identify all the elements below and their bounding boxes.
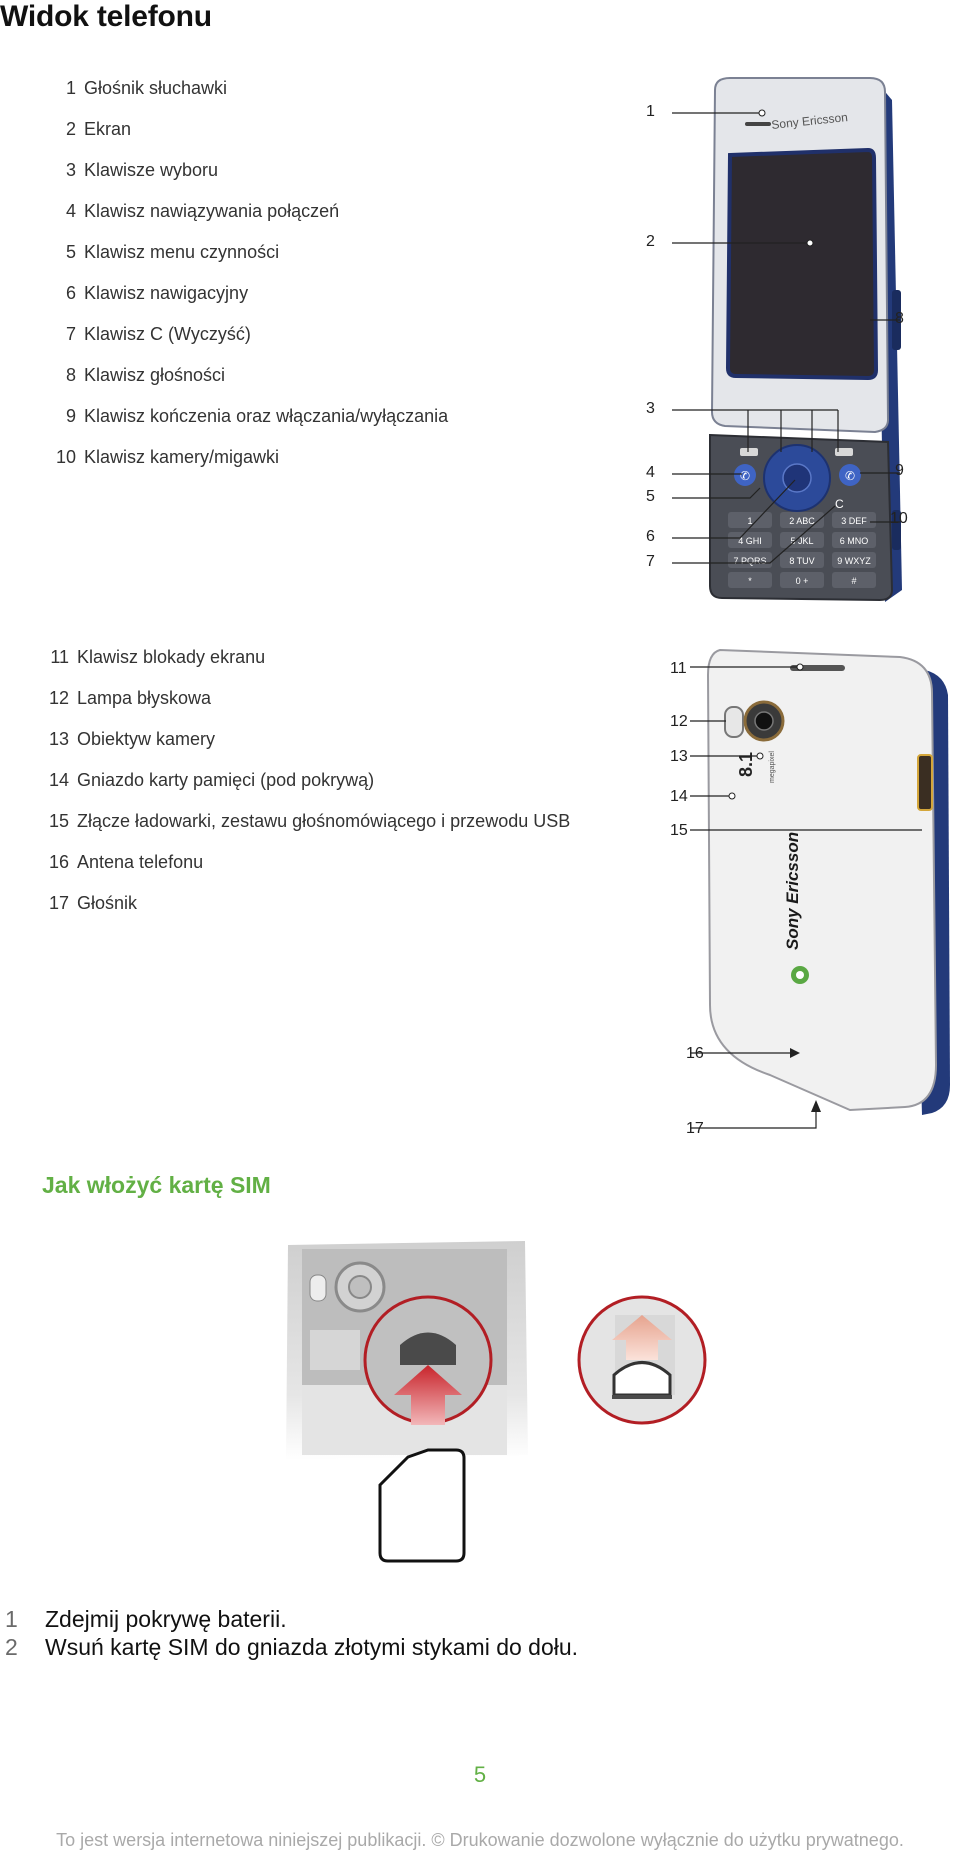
legend-number: 9 — [65, 406, 76, 426]
legend-number: 14 — [48, 770, 69, 790]
step-item — [0, 1633, 578, 1661]
legend-label: Złącze ładowarki, zestawu głośnomówiącego i przewodu USB — [77, 811, 571, 831]
callout-label: 12 — [670, 713, 688, 730]
keypad-key-label: 0 + — [795, 576, 809, 586]
legend-item — [0, 719, 620, 760]
front-callout-lines — [660, 70, 960, 590]
callout-line — [672, 410, 838, 452]
callout-label: 11 — [670, 660, 687, 677]
callout-label: 5 — [646, 488, 655, 505]
legend-item — [0, 191, 620, 232]
legend-number: 7 — [65, 324, 76, 344]
legend-item — [0, 109, 620, 150]
callout-label: 16 — [686, 1045, 704, 1062]
keypad-key-label: 6 MNO — [839, 536, 869, 546]
legend-number: 2 — [65, 119, 76, 139]
callout-label: 9 — [895, 462, 904, 479]
callout-line — [690, 1110, 816, 1128]
step-number: 1 — [5, 1606, 18, 1632]
legend-label: Obiektyw kamery — [77, 729, 216, 749]
footer-note: To jest wersja internetowa niniejszej publikacji. © Drukowanie dozwolone wyłącznie do użytku prywatnego. — [56, 1830, 904, 1850]
callout-label: 8 — [895, 310, 904, 327]
camera-badge-unit: megapixel — [769, 751, 776, 783]
callout-label: 2 — [646, 233, 655, 250]
legend-number: 6 — [65, 283, 76, 303]
step-number: 2 — [5, 1634, 18, 1660]
sim-in-slot — [614, 1363, 670, 1396]
end-key-glyph: ✆ — [844, 469, 856, 483]
sim-card — [380, 1450, 464, 1561]
callout-label: 1 — [646, 103, 655, 120]
legend-number: 10 — [55, 447, 76, 467]
legend-number: 16 — [48, 852, 69, 872]
legend-label: Głośnik — [77, 893, 138, 913]
flash-outline — [310, 1275, 326, 1301]
keypad-key-label: * — [748, 576, 752, 586]
callout-dot — [797, 664, 803, 670]
internal-block — [310, 1330, 360, 1370]
legend-number: 1 — [65, 78, 76, 98]
legend-item — [0, 355, 620, 396]
callout-dot — [759, 110, 765, 116]
legend-label: Klawisz nawiązywania połączeń — [84, 201, 340, 221]
callout-label: 6 — [646, 528, 655, 545]
legend-label: Gniazdo karty pamięci (pod pokrywą) — [77, 770, 375, 790]
back-callout-lines — [690, 660, 960, 1140]
legend-label: Klawisz kończenia oraz włączania/wyłączania — [84, 406, 449, 426]
legend-number: 4 — [65, 201, 76, 221]
legend-item — [0, 273, 620, 314]
step-item — [0, 1605, 578, 1633]
legend-item — [0, 396, 620, 437]
callout-label: 7 — [646, 553, 655, 570]
front-parts-legend — [0, 68, 620, 478]
legend-item — [0, 637, 620, 678]
callout-line — [672, 506, 835, 563]
callout-label: 10 — [890, 510, 908, 527]
legend-item — [0, 314, 620, 355]
back-brand-label: Sony Ericsson — [783, 831, 802, 950]
callout-label: 3 — [646, 400, 655, 417]
legend-label: Klawisz menu czynności — [84, 242, 280, 262]
arrow-head — [790, 1048, 800, 1058]
callout-label: 4 — [646, 464, 655, 481]
callout-line — [672, 480, 795, 538]
legend-number: 15 — [48, 811, 69, 831]
call-key-glyph: ✆ — [739, 469, 751, 483]
legend-label: Klawisz blokady ekranu — [77, 647, 266, 667]
keypad-key-label: 7 PQRS — [733, 556, 767, 566]
lens-outline-inner — [349, 1276, 371, 1298]
callout-dot — [757, 753, 763, 759]
legend-label: Klawisze wyboru — [84, 160, 219, 180]
keypad-key-label: 8 TUV — [789, 556, 815, 566]
legend-number: 5 — [65, 242, 76, 262]
keypad-key-label: # — [851, 576, 857, 586]
keypad-key-label: 2 ABC — [789, 516, 815, 526]
arrow-head — [811, 1100, 821, 1112]
legend-item — [0, 842, 620, 883]
legend-label: Klawisz głośności — [84, 365, 226, 385]
camera-badge: 8.1 — [736, 751, 756, 777]
page-title: Widok telefonu — [0, 0, 212, 33]
page-number: 5 — [473, 1762, 487, 1787]
callout-dot — [807, 240, 813, 246]
keypad-key-label: 5 JKL — [790, 536, 814, 546]
keypad-key-label: 1 — [747, 516, 753, 526]
legend-item — [0, 678, 620, 719]
step-text: Zdejmij pokrywę baterii. — [45, 1606, 287, 1632]
legend-item — [0, 437, 620, 478]
keypad-key-label: 9 WXYZ — [837, 556, 871, 566]
legend-item — [0, 760, 620, 801]
back-parts-legend — [0, 637, 620, 924]
legend-item — [0, 150, 620, 191]
legend-label: Klawisz C (Wyczyść) — [84, 324, 251, 344]
legend-number: 13 — [48, 729, 69, 749]
sim-steps — [0, 1605, 578, 1661]
legend-number: 12 — [48, 688, 69, 708]
callout-label: 14 — [670, 788, 688, 805]
phone-brand-label: Sony Ericsson — [770, 110, 849, 132]
legend-label: Lampa błyskowa — [77, 688, 212, 708]
legend-item — [0, 68, 620, 109]
legend-number: 17 — [48, 893, 69, 913]
legend-number: 3 — [65, 160, 76, 180]
legend-label: Klawisz nawigacyjny — [84, 283, 249, 303]
step-text: Wsuń kartę SIM do gniazda złotymi stykami do dołu. — [45, 1634, 579, 1660]
keypad-key-label: 4 GHI — [738, 536, 762, 546]
legend-label: Głośnik słuchawki — [84, 78, 228, 98]
keypad-key-label: 3 DEF — [841, 516, 867, 526]
clear-key: C — [835, 497, 844, 511]
legend-label: Ekran — [84, 119, 132, 139]
legend-label: Klawisz kamery/migawki — [84, 447, 280, 467]
callout-line — [672, 488, 760, 498]
legend-item — [0, 801, 620, 842]
sim-insertion-illustration — [280, 1235, 760, 1575]
legend-number: 8 — [65, 365, 76, 385]
legend-item — [0, 232, 620, 273]
callout-label: 13 — [670, 748, 688, 765]
sim-slot-lip — [612, 1395, 672, 1399]
callout-label: 17 — [686, 1120, 704, 1137]
legend-label: Antena telefonu — [77, 852, 204, 872]
callout-label: 15 — [670, 822, 688, 839]
section-title: Jak włożyć kartę SIM — [42, 1172, 271, 1198]
legend-number: 11 — [50, 647, 69, 667]
legend-item — [0, 883, 620, 924]
callout-dot — [729, 793, 735, 799]
